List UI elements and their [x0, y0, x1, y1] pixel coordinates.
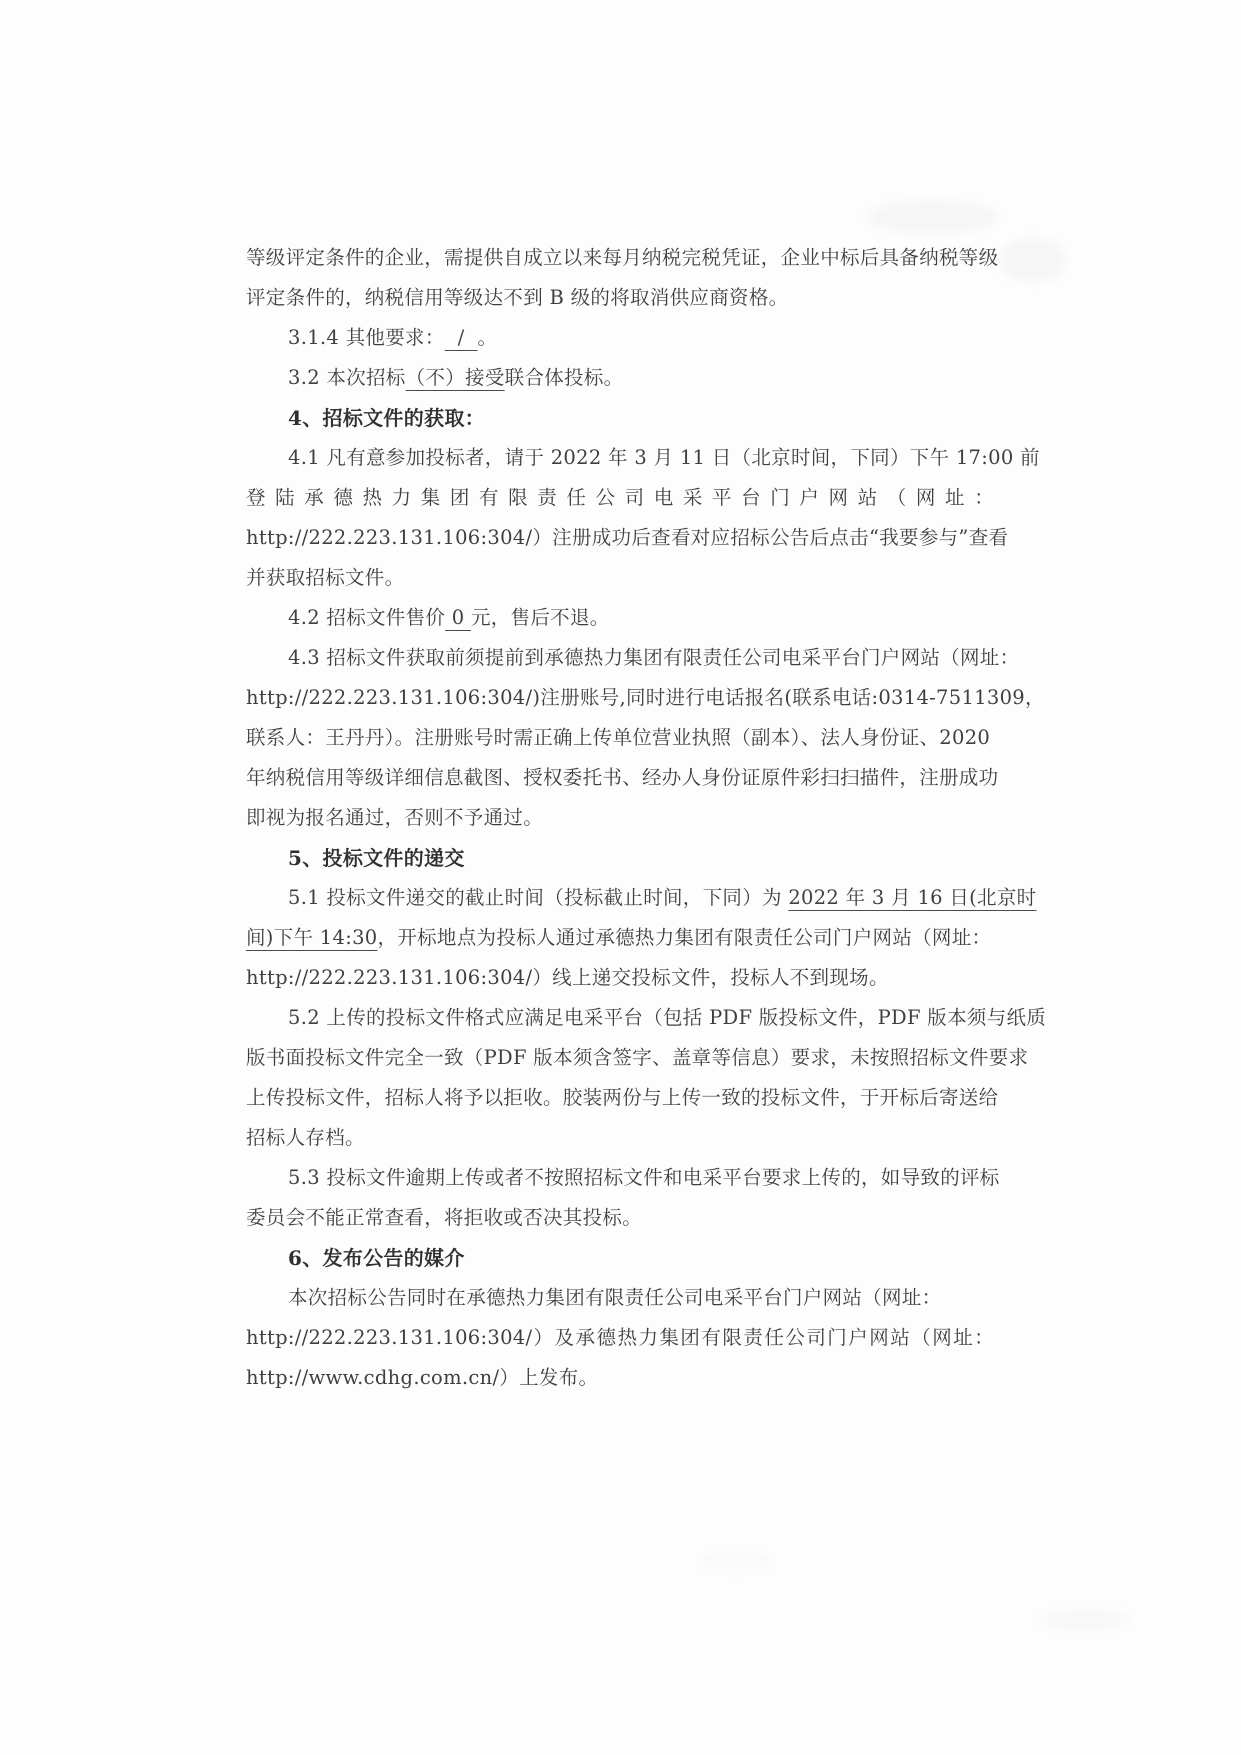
text-segment: ，开标地点为投标人通过承德热力集团有限责任公司门户网站（网址：	[377, 926, 992, 949]
text-line	[246, 758, 999, 798]
text-segment: 4、招标文件的获取：	[288, 406, 485, 430]
text-segment: 年纳税信用等级详细信息截图、授权委托书、经办人身份证原件彩扫扫描件，注册成功	[246, 766, 999, 789]
text-line	[246, 1278, 994, 1318]
text-line	[246, 1198, 994, 1238]
underlined-text: 间)下午 14:30	[246, 926, 378, 949]
text-segment: 登陆承德热力集团有限责任公司电采平台门户网站（网址：	[246, 486, 994, 509]
text-line	[246, 998, 1047, 1038]
scan-artifact	[868, 200, 998, 234]
document-content	[246, 238, 1047, 1398]
text-segment: 等级评定条件的企业，需提供自成立以来每月纳税完税凭证，企业中标后具备纳税等级	[246, 246, 999, 269]
text-segment: 5.3 投标文件逾期上传或者不按照招标文件和电采平台要求上传的，如导致的评标	[288, 1166, 1000, 1189]
text-segment: 联合体投标。	[504, 366, 624, 389]
text-segment: http://222.223.131.106:304/）及承德热力集团有限责任公司门户网站（网址：	[246, 1326, 994, 1349]
text-segment: 评定条件的，纳税信用等级达不到 B 级的将取消供应商资格。	[246, 286, 789, 309]
text-line	[246, 318, 994, 358]
text-segment: 委员会不能正常查看，将拒收或否决其投标。	[246, 1206, 643, 1229]
text-segment: 4.2 招标文件售价	[288, 606, 446, 629]
text-line	[246, 638, 1020, 678]
text-segment: 5、投标文件的递交	[288, 846, 465, 870]
section-heading	[246, 1238, 994, 1278]
text-segment: 即视为报名通过，否则不予通过。	[246, 806, 544, 829]
scan-artifact	[1040, 1608, 1130, 1632]
underlined-text: 2022 年 3 月 16 日(北京时	[788, 886, 1037, 909]
text-segment: 5.2 上传的投标文件格式应满足电采平台（包括 PDF 版投标文件，PDF 版本须与纸质	[288, 1006, 1047, 1029]
text-line	[246, 1118, 994, 1158]
text-line	[246, 878, 1037, 918]
section-heading	[246, 398, 994, 438]
underlined-text: /	[444, 326, 478, 349]
scan-artifact	[1000, 238, 1066, 282]
text-segment: 。	[477, 326, 498, 349]
text-line	[246, 1038, 1029, 1078]
text-line	[246, 958, 994, 998]
text-line	[246, 1078, 999, 1118]
text-line	[246, 478, 994, 518]
text-segment: 招标人存档。	[246, 1126, 365, 1149]
text-segment: 上传投标文件，招标人将予以拒收。胶装两份与上传一致的投标文件，于开标后寄送给	[246, 1086, 999, 1109]
scan-artifact	[700, 1552, 770, 1570]
text-segment: 3.2 本次招标	[288, 366, 406, 389]
text-segment: http://222.223.131.106:304/）线上递交投标文件，投标人不到现场。	[246, 966, 889, 989]
text-line	[246, 1158, 1000, 1198]
text-line	[246, 558, 994, 598]
text-segment: 4.1 凡有意参加投标者，请于 2022 年 3 月 11 日（北京时间，下同）下午 17:00 前	[288, 446, 1040, 469]
text-segment: 4.3 招标文件获取前须提前到承德热力集团有限责任公司电采平台门户网站（网址：	[288, 646, 1020, 669]
text-segment: 联系人：王丹丹）。注册账号时需正确上传单位营业执照（副本）、法人身份证、2020	[246, 726, 991, 749]
text-segment: 并获取招标文件。	[246, 566, 405, 589]
text-line	[246, 438, 1040, 478]
text-line	[246, 358, 994, 398]
text-line	[246, 798, 994, 838]
underlined-text: 0	[445, 606, 471, 629]
text-segment: 3.1.4 其他要求：	[288, 326, 445, 349]
text-line	[246, 278, 994, 318]
section-heading	[246, 838, 994, 878]
text-line	[246, 678, 1045, 718]
text-segment: http://www.cdhg.com.cn/）上发布。	[246, 1366, 599, 1389]
underlined-text: （不）接受	[405, 366, 505, 389]
text-line	[246, 518, 1009, 558]
text-line	[246, 1318, 994, 1358]
text-segment: 6、发布公告的媒介	[288, 1246, 465, 1270]
text-segment: 元，售后不退。	[470, 606, 610, 629]
text-line	[246, 598, 994, 638]
text-line	[246, 718, 994, 758]
text-line	[246, 918, 994, 958]
text-segment: 版书面投标文件完全一致（PDF 版本须含签字、盖章等信息）要求，未按照招标文件要求	[246, 1046, 1029, 1069]
text-segment: 5.1 投标文件递交的截止时间（投标截止时间，下同）为	[288, 886, 789, 909]
text-segment: 本次招标公告同时在承德热力集团有限责任公司电采平台门户网站（网址：	[288, 1286, 942, 1309]
text-line	[246, 1358, 994, 1398]
text-line	[246, 238, 999, 278]
text-segment: http://222.223.131.106:304/)注册账号,同时进行电话报名(联系电话:0314-7511309，	[246, 686, 1045, 709]
text-segment: http://222.223.131.106:304/）注册成功后查看对应招标公告后点击“我要参与”查看	[246, 526, 1009, 549]
